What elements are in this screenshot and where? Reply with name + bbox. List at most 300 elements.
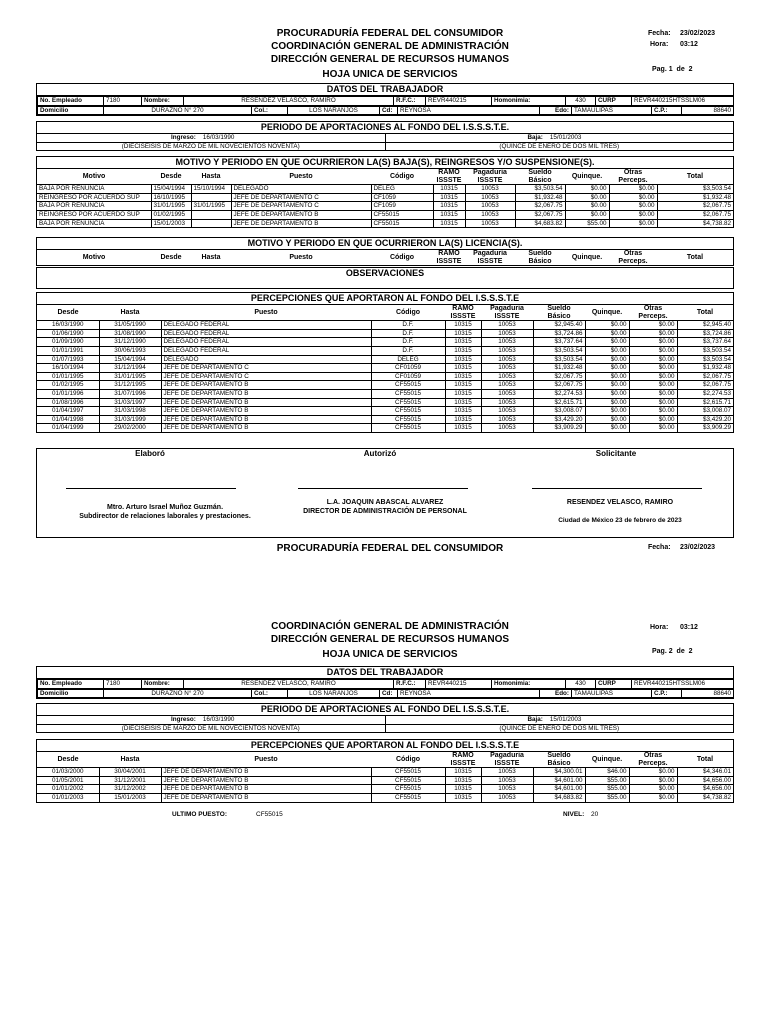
table-cell: $0.00	[629, 768, 677, 777]
edo-label: Edo:	[540, 689, 572, 698]
col-header: Código	[395, 308, 421, 316]
col-header: Puesto	[289, 253, 313, 261]
table-cell: CF55015	[371, 389, 445, 398]
table-cell: $0.00	[585, 407, 629, 416]
table-cell: $2,067.75	[657, 210, 733, 219]
table-cell: JEFE DE DEPARTAMENTO B	[161, 398, 371, 407]
table-cell: 16/10/1994	[37, 364, 99, 373]
table-cell: $1,932.48	[515, 193, 565, 202]
col-header: Pagaduria ISSSTE	[490, 752, 524, 767]
fecha-label: Fecha:	[648, 30, 671, 37]
table-cell: $3,503.54	[533, 346, 585, 355]
codigo-postal: 88640	[682, 106, 734, 115]
baja-label: Baja:	[527, 716, 543, 723]
percepciones-section	[36, 739, 734, 803]
table-cell: $0.00	[629, 381, 677, 390]
table-cell: $0.00	[565, 210, 609, 219]
table-cell: 10315	[445, 381, 481, 390]
table-cell: $3,909.29	[533, 424, 585, 432]
table-cell: CF1059	[371, 193, 433, 202]
percepciones-table	[37, 305, 733, 432]
table-cell	[191, 193, 231, 202]
cp-label: C.P.:	[652, 689, 682, 698]
table-cell: $4,300.01	[533, 768, 585, 777]
hora-label: Hora:	[650, 41, 669, 48]
header-line-4: HOJA UNICA DE SERVICIOS	[322, 69, 458, 80]
table-cell: 15/01/2003	[99, 793, 161, 801]
table-cell: $0.00	[629, 372, 677, 381]
curp: REVR440215HTSSLM06	[632, 97, 734, 106]
domicilio-label: Domicilio	[38, 689, 104, 698]
col-header: Motivo	[82, 253, 106, 261]
table-cell: CF55015	[371, 210, 433, 219]
col-header: Puesto	[254, 308, 278, 316]
table-cell: $0.00	[609, 193, 657, 202]
col-header: Puesto	[289, 172, 313, 180]
table-cell: BAJA POR RENUNCIA	[37, 202, 151, 211]
table-cell: JEFE DE DEPARTAMENTO C	[161, 364, 371, 373]
col-header: Total	[696, 308, 714, 316]
table-cell: $2,274.53	[677, 389, 733, 398]
table-cell: $0.00	[585, 398, 629, 407]
aportaciones-section	[36, 121, 734, 151]
baja-text: (QUINCE DE ENERO DE DOS MIL TRES)	[499, 724, 620, 732]
table-cell: CF01059	[371, 372, 445, 381]
table-row	[37, 415, 733, 424]
table-cell: 16/10/1995	[151, 193, 191, 202]
ultimo-puesto-label: ULTIMO PUESTO:	[172, 811, 228, 818]
table-cell: DELEGADO FEDERAL	[161, 338, 371, 347]
table-row	[37, 338, 733, 347]
table-cell: 10315	[445, 338, 481, 347]
elaboro-name: Mtro. Arturo Israel Muñoz Guzmán.	[106, 504, 224, 511]
table-cell: 15/04/1994	[99, 355, 161, 364]
table-cell: $0.00	[565, 193, 609, 202]
table-cell: $2,067.75	[533, 372, 585, 381]
table-cell: 10315	[433, 202, 465, 211]
table-row	[37, 355, 733, 364]
col-header: Código	[389, 253, 415, 261]
col-header: Quinque.	[591, 308, 623, 316]
signature-line	[66, 488, 236, 489]
table-cell: BAJA POR RENUNCIA	[37, 185, 151, 194]
ingreso-date: 16/03/1990	[202, 134, 235, 141]
table-cell: DELEG	[371, 185, 433, 194]
table-cell: $0.00	[585, 338, 629, 347]
col-header: Quinque.	[571, 172, 603, 180]
table-cell: $0.00	[565, 202, 609, 211]
worker-table	[37, 679, 734, 689]
table-cell: 31/03/1997	[99, 398, 161, 407]
table-cell: 31/12/1995	[99, 381, 161, 390]
col-header: Pagaduria ISSSTE	[473, 250, 507, 265]
table-cell: $3,008.07	[677, 407, 733, 416]
table-cell: $2,067.75	[533, 381, 585, 390]
movimientos-section	[36, 156, 734, 228]
table-row	[37, 389, 733, 398]
table-row	[37, 372, 733, 381]
table-cell: D.F.	[371, 338, 445, 347]
table-cell: $0.00	[565, 185, 609, 194]
col-header: Código	[395, 755, 421, 763]
table-cell: 30/06/1993	[99, 346, 161, 355]
col-header: Desde	[57, 308, 79, 316]
col-header: Quinque.	[571, 253, 603, 261]
table-row	[37, 364, 733, 373]
table-cell: BAJA POR RENUNCIA	[37, 219, 151, 227]
table-cell: 10315	[445, 398, 481, 407]
ingreso-text: (DIECISEISIS DE MARZO DE MIL NOVECIENTOS NOVENTA)	[37, 142, 385, 150]
homonimia-label: Homonimia:	[492, 680, 566, 689]
table-row	[37, 381, 733, 390]
table-cell: 10053	[481, 321, 533, 330]
table-cell: 10053	[481, 389, 533, 398]
table-cell: $3,503.54	[533, 355, 585, 364]
table-cell: $0.00	[629, 321, 677, 330]
col-label: Col.:	[252, 106, 288, 115]
footer-fecha: 23/02/2023	[680, 544, 716, 551]
nombre-label: Nombre:	[142, 97, 184, 106]
table-cell: 10315	[433, 219, 465, 227]
codigo-postal: 88640	[682, 689, 734, 698]
table-cell: $4,601.00	[533, 785, 585, 794]
col-header: Desde	[160, 253, 182, 261]
table-cell: 01/02/1995	[151, 210, 191, 219]
col-header: Sueldo Básico	[547, 305, 571, 320]
table-cell: 10315	[445, 793, 481, 801]
table-cell: $2,067.75	[677, 381, 733, 390]
table-cell: $3,429.20	[677, 415, 733, 424]
table-cell: 10315	[445, 776, 481, 785]
table-cell: $3,737.64	[533, 338, 585, 347]
table-cell: JEFE DE DEPARTAMENTO C	[161, 372, 371, 381]
col-header: Hasta	[201, 172, 221, 180]
table-cell: $4,683.82	[533, 793, 585, 801]
fecha-value: 23/02/2023	[680, 30, 716, 37]
table-cell: 10053	[465, 210, 515, 219]
nivel: 20	[591, 811, 599, 818]
curp-label: CURP	[596, 680, 632, 689]
estado: TAMAULIPAS	[572, 106, 652, 115]
table-cell: $0.00	[629, 338, 677, 347]
table-cell: CF55015	[371, 776, 445, 785]
table-cell: 31/03/1999	[99, 415, 161, 424]
table-cell: 01/06/1990	[37, 329, 99, 338]
table-cell: 01/01/1995	[37, 372, 99, 381]
licencias-table	[37, 250, 733, 265]
table-cell: CF55015	[371, 424, 445, 432]
table-row	[37, 202, 733, 211]
table-cell: 31/12/2001	[99, 776, 161, 785]
col-header: Hasta	[120, 755, 140, 763]
table-cell: 10053	[481, 355, 533, 364]
footer-fecha-label: Fecha:	[648, 544, 671, 551]
no-empleado-label: No. Empleado	[38, 680, 104, 689]
table-cell: $1,932.48	[657, 193, 733, 202]
table-cell: 31/01/1995	[191, 202, 231, 211]
solicitante-name: RESENDEZ VELASCO, RAMIRO	[566, 499, 674, 506]
table-cell: 10315	[433, 193, 465, 202]
table-cell: 10315	[433, 210, 465, 219]
hora-value: 03:12	[680, 41, 698, 48]
table-cell: $0.00	[609, 210, 657, 219]
table-row	[37, 321, 733, 330]
table-cell: $55.00	[585, 793, 629, 801]
table-cell: 10315	[445, 389, 481, 398]
table-cell: REINGRESO POR ACUERDO SUP	[37, 210, 151, 219]
table-cell: DELEGADO FEDERAL	[161, 346, 371, 355]
table-cell: 29/02/2000	[99, 424, 161, 432]
col-header: Código	[389, 172, 415, 180]
page-header	[200, 27, 580, 81]
aportaciones-table	[37, 134, 733, 150]
table-cell: 10053	[481, 364, 533, 373]
table-cell: $0.00	[585, 424, 629, 432]
no-empleado: 7180	[104, 97, 142, 106]
table-row	[37, 793, 733, 801]
worker-address-table	[37, 106, 734, 116]
table-cell: 01/01/1991	[37, 346, 99, 355]
table-cell: $0.00	[585, 346, 629, 355]
table-cell: 01/08/1996	[37, 398, 99, 407]
table-cell: JEFE DE DEPARTAMENTO B	[161, 768, 371, 777]
nombre-label: Nombre:	[142, 680, 184, 689]
table-row	[37, 407, 733, 416]
solicitante-label: Solicitante	[595, 449, 637, 458]
table-cell: 10053	[465, 185, 515, 194]
table-cell: 10053	[481, 338, 533, 347]
domicilio: DURAZNO N° 270	[104, 689, 252, 698]
table-cell: 01/04/1999	[37, 424, 99, 432]
movimientos-header-row	[37, 169, 733, 185]
table-cell: $0.00	[585, 372, 629, 381]
table-cell: 10053	[481, 415, 533, 424]
table-cell: D.F.	[371, 321, 445, 330]
table-cell: $0.00	[629, 415, 677, 424]
baja-date: 15/01/2003	[549, 716, 582, 723]
table-cell: 10053	[465, 193, 515, 202]
table-cell: 15/04/1994	[151, 185, 191, 194]
table-cell: $0.00	[609, 219, 657, 227]
ultimo-puesto: CF55015	[256, 811, 283, 818]
table-cell: $4,738.82	[657, 219, 733, 227]
table-cell: $0.00	[629, 355, 677, 364]
table-cell: $0.00	[629, 793, 677, 801]
worker-title: DATOS DEL TRABAJADOR	[37, 84, 733, 96]
col-header: Otras Perceps.	[638, 305, 668, 320]
table-cell: DELEGADO	[231, 185, 371, 194]
table-cell: $2,945.40	[533, 321, 585, 330]
table-cell: JEFE DE DEPARTAMENTO B	[161, 785, 371, 794]
rfc-label: R.F.C.:	[394, 97, 426, 106]
table-cell: JEFE DE DEPARTAMENTO B	[231, 219, 371, 227]
table-cell: JEFE DE DEPARTAMENTO B	[161, 415, 371, 424]
table-cell: $4,601.00	[533, 776, 585, 785]
table-cell: 10315	[445, 424, 481, 432]
no-empleado-label: No. Empleado	[38, 97, 104, 106]
col-header: Otras Perceps.	[618, 250, 648, 265]
table-cell: CF55015	[371, 793, 445, 801]
col-header: Pagaduria ISSSTE	[473, 169, 507, 184]
table-cell: JEFE DE DEPARTAMENTO B	[161, 424, 371, 432]
table-cell: 10053	[481, 793, 533, 801]
aportaciones-title: PERIODO DE APORTACIONES AL FONDO DEL I.S.S.S.T.E.	[37, 122, 733, 134]
table-cell: $1,932.48	[677, 364, 733, 373]
col-header: Hasta	[120, 308, 140, 316]
table-cell: DELEGADO FEDERAL	[161, 321, 371, 330]
table-cell: 10053	[465, 202, 515, 211]
table-cell: $3,909.29	[677, 424, 733, 432]
percepciones-title: PERCEPCIONES QUE APORTARON AL FONDO DEL I.S.S.S.T.E	[37, 740, 733, 752]
movimientos-table	[37, 169, 733, 227]
table-cell: 10315	[445, 329, 481, 338]
hora-value: 03:12	[680, 624, 698, 631]
table-cell: 01/01/1996	[37, 389, 99, 398]
footer-title: PROCURADURÍA FEDERAL DEL CONSUMIDOR	[276, 543, 504, 554]
table-cell: CF55015	[371, 407, 445, 416]
col-header: Desde	[57, 755, 79, 763]
table-cell: 10053	[481, 424, 533, 432]
table-cell: $4,683.82	[515, 219, 565, 227]
header-line-1: PROCURADURÍA FEDERAL DEL CONSUMIDOR	[276, 28, 504, 39]
table-cell: 10315	[445, 372, 481, 381]
table-cell: 10053	[481, 398, 533, 407]
table-cell: 10315	[445, 785, 481, 794]
table-cell: $2,945.40	[677, 321, 733, 330]
col-header: Otras Perceps.	[638, 752, 668, 767]
table-cell: 10315	[445, 355, 481, 364]
ciudad: REYNOSA	[398, 689, 540, 698]
header-line-3: DIRECCIÓN GENERAL DE RECURSOS HUMANOS	[270, 634, 510, 645]
col-header: Total	[686, 172, 704, 180]
table-cell	[191, 219, 231, 227]
table-cell: 10315	[445, 407, 481, 416]
table-cell: 01/03/2000	[37, 768, 99, 777]
table-cell: $0.00	[585, 381, 629, 390]
table-cell: $2,615.71	[677, 398, 733, 407]
col-header: Sueldo Básico	[528, 169, 552, 184]
percepciones-header-row	[37, 752, 733, 768]
table-cell: 10053	[481, 768, 533, 777]
table-cell: D.F.	[371, 346, 445, 355]
table-cell: 31/07/1996	[99, 389, 161, 398]
licencias-title: MOTIVO Y PERIODO EN QUE OCURRIERON LA(S) LICENCIA(S).	[37, 238, 733, 250]
table-cell: CF55015	[371, 398, 445, 407]
col-header: RAMO ISSSTE	[450, 752, 476, 767]
rfc-label: R.F.C.:	[394, 680, 426, 689]
table-cell: CF55015	[371, 219, 433, 227]
table-cell: CF55015	[371, 381, 445, 390]
table-cell: $2,067.75	[677, 372, 733, 381]
table-cell: 31/01/1995	[99, 372, 161, 381]
table-cell: 15/01/2003	[151, 219, 191, 227]
nombre: RESENDEZ VELASCO, RAMIRO	[184, 680, 394, 689]
col-header: Desde	[160, 172, 182, 180]
table-cell: $3,724.86	[533, 329, 585, 338]
domicilio: DURAZNO N° 270	[104, 106, 252, 115]
baja-label: Baja:	[527, 134, 543, 141]
table-cell: $2,615.71	[533, 398, 585, 407]
col-header: Sueldo Básico	[528, 250, 552, 265]
col-header: Puesto	[254, 755, 278, 763]
table-cell: 01/01/2003	[37, 793, 99, 801]
curp: REVR440215HTSSLM06	[632, 680, 734, 689]
table-cell: $3,503.54	[657, 185, 733, 194]
ingreso-label: Ingreso:	[171, 716, 196, 723]
table-cell: 16/03/1990	[37, 321, 99, 330]
table-cell: 01/01/2002	[37, 785, 99, 794]
worker-section	[36, 83, 734, 116]
table-cell: 01/07/1993	[37, 355, 99, 364]
worker-section	[36, 666, 734, 699]
table-cell: CF01059	[371, 364, 445, 373]
table-cell: 10315	[445, 321, 481, 330]
table-cell: JEFE DE DEPARTAMENTO B	[161, 407, 371, 416]
curp-label: CURP	[596, 97, 632, 106]
header-line-4: HOJA UNICA DE SERVICIOS	[322, 649, 458, 660]
rfc: REVR440215	[426, 97, 492, 106]
rfc: REVR440215	[426, 680, 492, 689]
table-cell: $3,503.54	[677, 355, 733, 364]
table-cell: $3,429.20	[533, 415, 585, 424]
percepciones-section	[36, 292, 734, 433]
table-cell: $4,738.82	[677, 793, 733, 801]
table-cell: 31/12/1990	[99, 338, 161, 347]
observaciones-section	[36, 267, 734, 289]
elaboro-role: Subdirector de relaciones laborales y prestaciones.	[79, 513, 251, 520]
table-cell: $0.00	[629, 776, 677, 785]
table-cell: JEFE DE DEPARTAMENTO B	[161, 389, 371, 398]
hora-label: Hora:	[650, 624, 669, 631]
ciudad-fecha: Ciudad de México 23 de febrero de 2023	[558, 517, 682, 524]
table-cell: $55.00	[585, 776, 629, 785]
table-row	[37, 785, 733, 794]
elaboro-label: Elaboró	[135, 449, 165, 458]
aportaciones-title: PERIODO DE APORTACIONES AL FONDO DEL I.S.S.S.T.E.	[37, 704, 733, 716]
table-cell: 10315	[445, 768, 481, 777]
table-cell: $1,932.48	[533, 364, 585, 373]
licencias-section	[36, 237, 734, 266]
table-cell: 31/12/2002	[99, 785, 161, 794]
table-cell: $0.00	[629, 785, 677, 794]
aportaciones-section	[36, 703, 734, 733]
table-cell: $0.00	[629, 329, 677, 338]
table-cell: $0.00	[585, 415, 629, 424]
table-cell: $3,503.54	[677, 346, 733, 355]
table-cell: 31/03/1998	[99, 407, 161, 416]
table-cell: 10053	[481, 776, 533, 785]
table-cell: $4,346.01	[677, 768, 733, 777]
table-row	[37, 346, 733, 355]
table-cell: $4,656.00	[677, 776, 733, 785]
table-cell: 01/02/1995	[37, 381, 99, 390]
table-cell: $2,067.75	[515, 210, 565, 219]
table-cell: $55.00	[565, 219, 609, 227]
table-cell: $2,274.53	[533, 389, 585, 398]
table-cell: CF55015	[371, 785, 445, 794]
table-cell	[191, 210, 231, 219]
worker-table	[37, 96, 734, 106]
table-row	[37, 424, 733, 432]
table-cell: 01/05/2001	[37, 776, 99, 785]
table-cell: $4,656.00	[677, 785, 733, 794]
page-number: Pag. 2 de 2	[652, 648, 693, 655]
table-cell: $0.00	[629, 407, 677, 416]
table-row	[37, 329, 733, 338]
signature-line	[532, 488, 702, 489]
baja-date: 15/01/2003	[549, 134, 582, 141]
header-line-2: COORDINACIÓN GENERAL DE ADMINISTRACIÓN	[271, 621, 509, 632]
